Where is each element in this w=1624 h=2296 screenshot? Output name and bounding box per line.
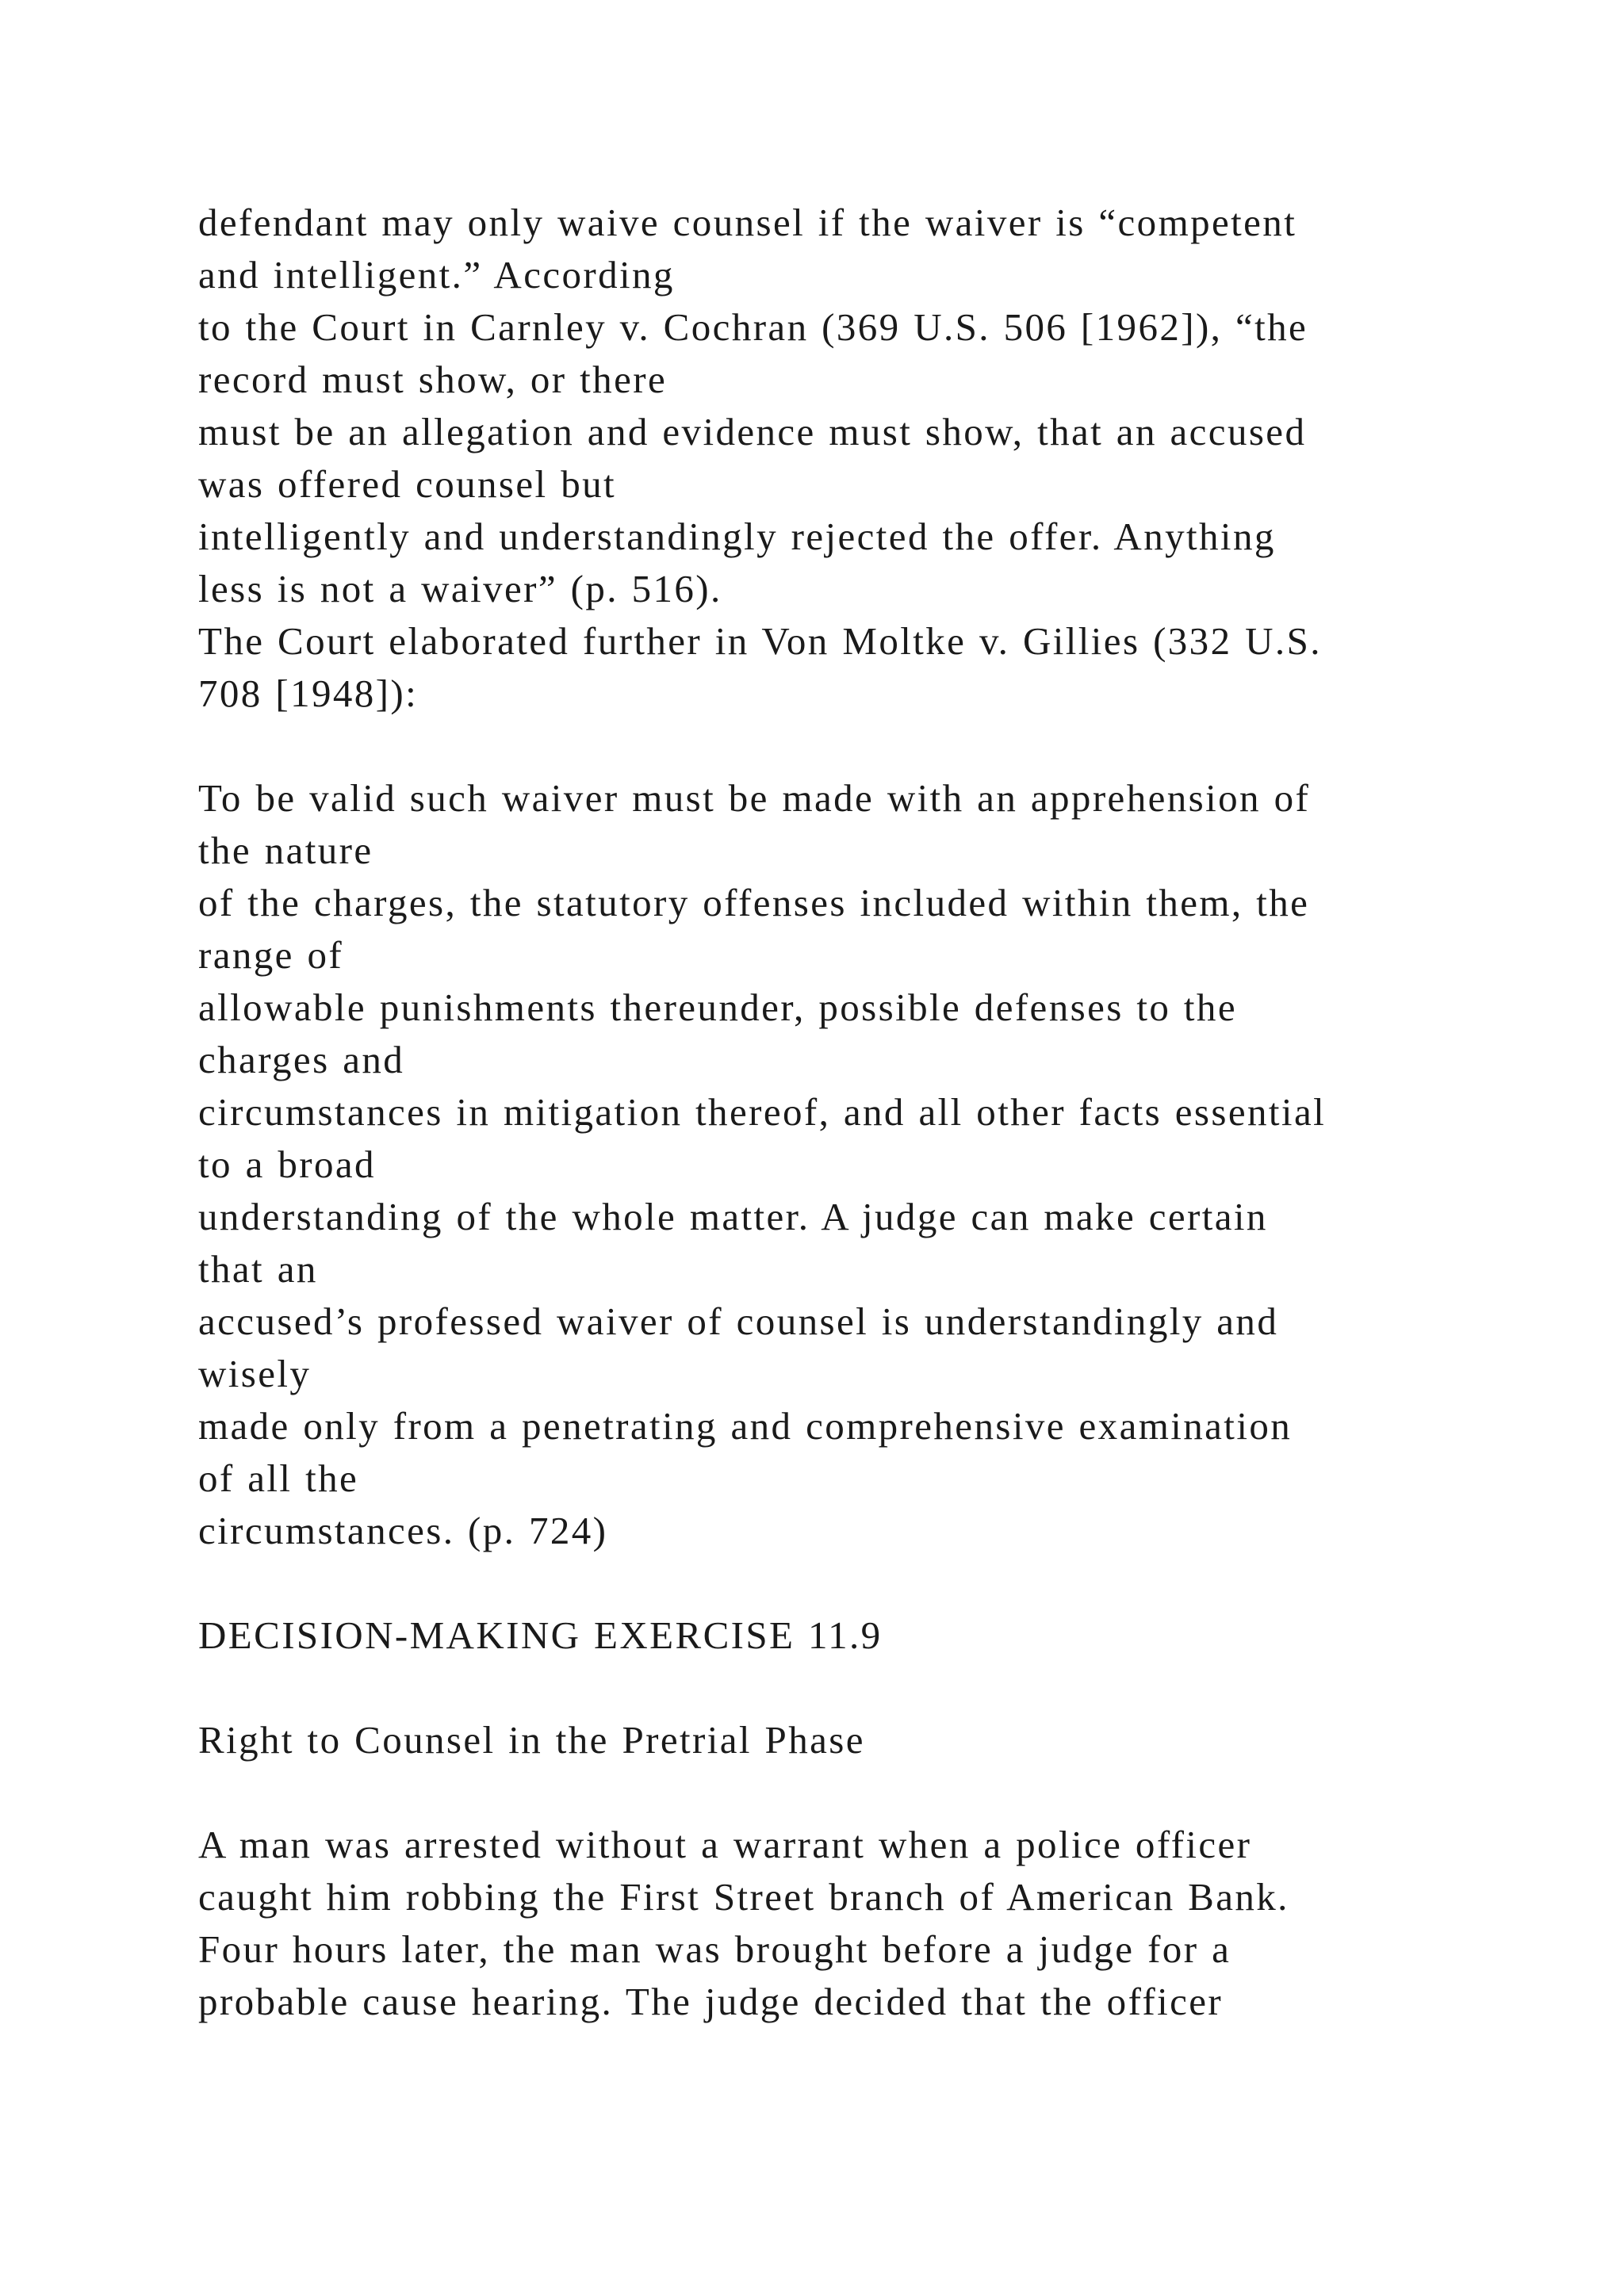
block-quote bbox=[198, 772, 1594, 1557]
text-line: must be an allegation and evidence must show, that an accused bbox=[198, 410, 1307, 453]
exercise-body bbox=[198, 1819, 1594, 2028]
text-line: to the Court in Carnley v. Cochran (369 U.S. 506 [1962]), “the bbox=[198, 305, 1308, 349]
quote-line: charges and bbox=[198, 1038, 405, 1081]
text-line: and intelligent.” According bbox=[198, 253, 675, 297]
text-line: less is not a waiver” (p. 516). bbox=[198, 567, 722, 610]
quote-line: to a broad bbox=[198, 1142, 376, 1186]
quote-line: made only from a penetrating and comprehensive examination bbox=[198, 1404, 1293, 1448]
document-text bbox=[198, 197, 1594, 2028]
passage-paragraph bbox=[198, 197, 1594, 720]
paragraph-gap bbox=[198, 1766, 1594, 1819]
text-line: record must show, or there bbox=[198, 358, 668, 401]
quote-line: understanding of the whole matter. A judge can make certain bbox=[198, 1195, 1268, 1238]
text-line: intelligently and understandingly rejected the offer. Anything bbox=[198, 515, 1276, 558]
quote-line: of all the bbox=[198, 1456, 359, 1500]
exercise-line: Four hours later, the man was brought before a judge for a bbox=[198, 1927, 1231, 1971]
quote-line: wisely bbox=[198, 1352, 312, 1395]
quote-line: allowable punishments thereunder, possible defenses to the bbox=[198, 985, 1237, 1029]
exercise-title: Right to Counsel in the Pretrial Phase bbox=[198, 1718, 865, 1762]
text-line: defendant may only waive counsel if the waiver is “competent bbox=[198, 201, 1297, 244]
paragraph-gap bbox=[198, 1557, 1594, 1609]
paragraph-gap bbox=[198, 720, 1594, 772]
quote-line: accused’s professed waiver of counsel is understandingly and bbox=[198, 1299, 1279, 1343]
quote-line: circumstances. (p. 724) bbox=[198, 1509, 608, 1552]
text-line: 708 [1948]): bbox=[198, 672, 419, 715]
exercise-line: A man was arrested without a warrant when a police officer bbox=[198, 1823, 1252, 1866]
quote-line: circumstances in mitigation thereof, and all other facts essential bbox=[198, 1090, 1327, 1134]
quote-line: range of bbox=[198, 933, 344, 977]
text-line: The Court elaborated further in Von Moltke v. Gillies (332 U.S. bbox=[198, 619, 1322, 663]
exercise-line: caught him robbing the First Street branch of American Bank. bbox=[198, 1875, 1289, 1919]
exercise-line: probable cause hearing. The judge decided that the officer bbox=[198, 1980, 1224, 2023]
text-line: was offered counsel but bbox=[198, 462, 617, 506]
exercise-heading: DECISION-MAKING EXERCISE 11.9 bbox=[198, 1613, 883, 1657]
quote-line: the nature bbox=[198, 828, 373, 872]
quote-line: that an bbox=[198, 1247, 318, 1291]
quote-line: To be valid such waiver must be made with an apprehension of bbox=[198, 776, 1311, 820]
paragraph-gap bbox=[198, 1662, 1594, 1714]
quote-line: of the charges, the statutory offenses included within them, the bbox=[198, 881, 1310, 924]
